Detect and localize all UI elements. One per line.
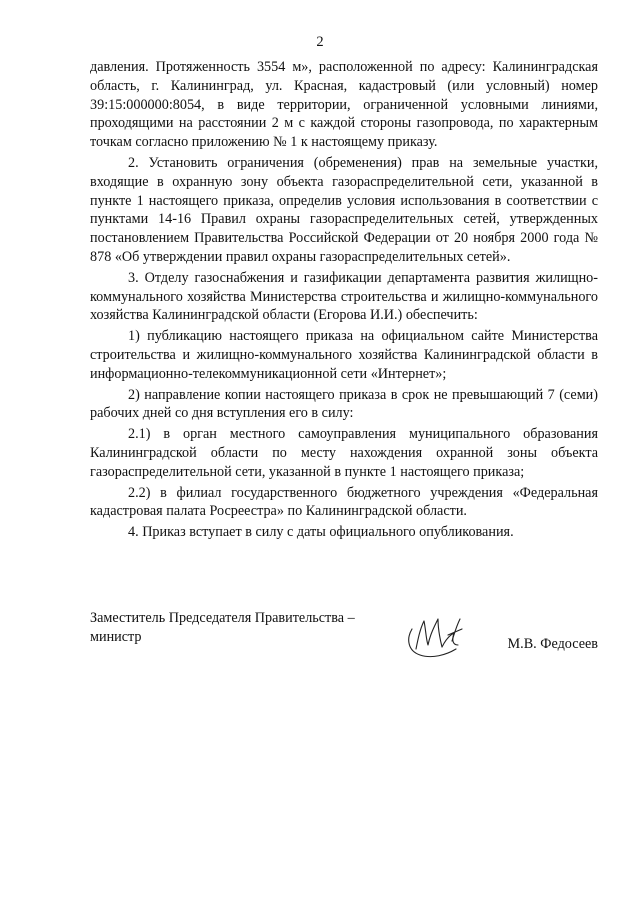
document-body	[90, 58, 598, 544]
paragraph-subitem-2-2: 2.2) в филиал государственного бюджетного учреждения «Федеральная кадастровая палата Росреестра» по Калининградской области.	[90, 484, 598, 520]
paragraph-subitem-1: 1) публикацию настоящего приказа на официальном сайте Министерства строительства и жилищно-коммунального хозяйства Калининградской области в информационно-телекоммуникационной сети «Интернет»;	[90, 328, 598, 382]
signatory-title-line1: Заместитель Председателя Правительства –	[90, 610, 355, 626]
signature-block	[90, 609, 600, 669]
signatory-title-line2: министр	[90, 629, 142, 645]
page-number: 2	[316, 34, 324, 50]
paragraph-item-4: 4. Приказ вступает в силу с даты официального опубликования.	[128, 524, 514, 541]
paragraph-item-2: 2. Установить ограничения (обременения) прав на земельные участки, входящие в охранную зону объекта газораспределительной сети, указанной в пункте 1 настоящего приказа, определив условия использования в соответствии с пунктами 14-16 Правил охраны газораспределительных сетей, утвержденных постановлением Правительства Российской Федерации от 20 ноября 2000 года № 878 «Об утверждении правил охраны газораспределительных сетей».	[90, 154, 598, 265]
paragraph-continuation: давления. Протяженность 3554 м», расположенной по адресу: Калининградская область, г. Калининград, ул. Красная, кадастровый (или условный) номер 39:15:000000:8054, в виде территории, ограниченной условными линиями, проходящими на расстоянии 2 м с каждой стороны газопровода, по характерным точкам согласно приложению № 1 к настоящему приказу.	[90, 59, 598, 151]
signatory-title	[90, 609, 355, 647]
signatory-name: М.В. Федосеев	[507, 636, 598, 652]
handwritten-signature	[402, 605, 472, 661]
paragraph-subitem-2: 2) направление копии настоящего приказа в срок не превышающий 7 (семи) рабочих дней со дня вступления его в силу:	[90, 386, 598, 422]
paragraph-item-3: 3. Отделу газоснабжения и газификации департамента развития жилищно-коммунального хозяйства Министерства строительства и жилищно-коммунального хозяйства Калининградской области (Егорова И.И.) обеспечить:	[90, 269, 598, 324]
paragraph-subitem-2-1: 2.1) в орган местного самоуправления муниципального образования Калининградской области по месту нахождения охранной зоны объекта газораспределительной сети, указанной в пункте 1 настоящего приказа;	[90, 426, 598, 480]
